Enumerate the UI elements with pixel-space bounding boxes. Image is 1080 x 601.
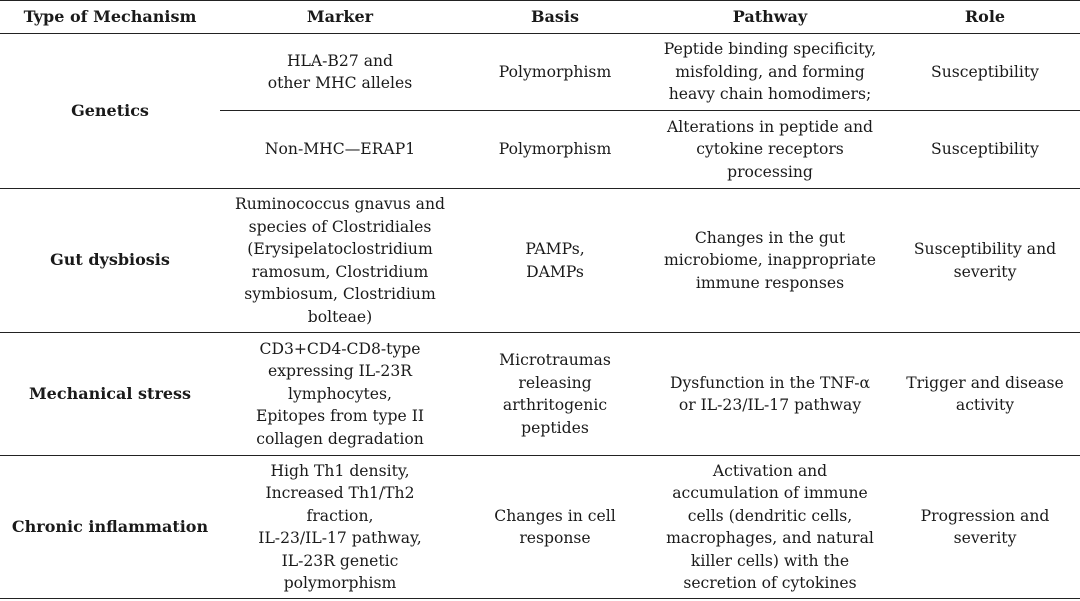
table-row — [0, 333, 1080, 456]
role-cell: Susceptibility — [890, 34, 1080, 111]
pathway-cell: Dysfunction in the TNF-α or IL-23/IL-17 pathway — [650, 333, 890, 456]
role-cell: Progression and severity — [890, 456, 1080, 599]
header-pathway: Pathway — [650, 1, 890, 34]
pathway-cell: Peptide binding specificity, misfolding, and forming heavy chain homodimers; — [650, 34, 890, 111]
pathway-cell: Alterations in peptide and cytokine receptors processing — [650, 111, 890, 189]
table-row — [0, 456, 1080, 599]
header-type: Type of Mechanism — [0, 1, 220, 34]
role-cell: Susceptibility and severity — [890, 189, 1080, 333]
header-marker: Marker — [220, 1, 460, 34]
role-cell: Trigger and disease activity — [890, 333, 1080, 456]
marker-cell: HLA-B27 and other MHC alleles — [220, 34, 460, 111]
marker-cell: Ruminococcus gnavus and species of Clostridiales (Erysipelatoclostridium ramosum, Clostridium symbiosum, Clostridium bolteae) — [220, 189, 460, 333]
pathway-cell: Activation and accumulation of immune cells (dendritic cells, macrophages, and natural killer cells) with the secretion of cytokines — [650, 456, 890, 599]
type-mechanical-stress: Mechanical stress — [0, 333, 220, 456]
basis-cell: Changes in cell response — [460, 456, 650, 599]
table-row — [0, 34, 1080, 111]
table-row — [0, 189, 1080, 333]
role-cell: Susceptibility — [890, 111, 1080, 189]
basis-cell: PAMPs, DAMPs — [460, 189, 650, 333]
basis-cell: Polymorphism — [460, 34, 650, 111]
header-row — [0, 1, 1080, 34]
type-chronic-inflammation: Chronic inflammation — [0, 456, 220, 599]
header-role: Role — [890, 1, 1080, 34]
pathway-cell: Changes in the gut microbiome, inappropriate immune responses — [650, 189, 890, 333]
type-genetics: Genetics — [0, 34, 220, 189]
type-gut-dysbiosis: Gut dysbiosis — [0, 189, 220, 333]
basis-cell: Polymorphism — [460, 111, 650, 189]
basis-cell: Microtraumas releasing arthritogenic peptides — [460, 333, 650, 456]
marker-cell: CD3+CD4-CD8-type expressing IL-23R lymphocytes, Epitopes from type II collagen degradation — [220, 333, 460, 456]
marker-cell: High Th1 density, Increased Th1/Th2 fraction, IL-23/IL-17 pathway, IL-23R genetic polymorphism — [220, 456, 460, 599]
marker-cell: Non-MHC—ERAP1 — [220, 111, 460, 189]
header-basis: Basis — [460, 1, 650, 34]
